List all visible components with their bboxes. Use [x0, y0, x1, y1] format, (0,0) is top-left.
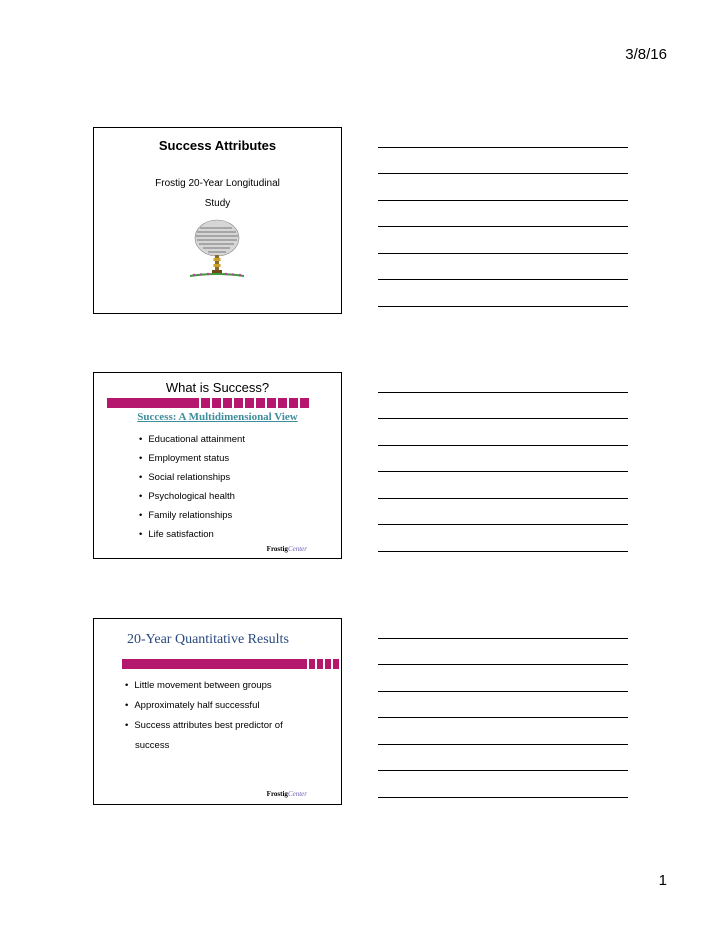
note-line — [378, 691, 628, 692]
note-line — [378, 717, 628, 718]
logo-bold-text: Frostig — [266, 545, 288, 553]
note-line — [378, 392, 628, 393]
bullet-list — [125, 679, 283, 759]
accent-square — [267, 398, 276, 408]
slide-subtitle-line-1: Frostig 20-Year Longitudinal — [155, 178, 280, 189]
accent-square — [278, 398, 287, 408]
bullet-item: • Employment status — [139, 452, 245, 471]
note-line — [378, 418, 628, 419]
note-line — [378, 744, 628, 745]
note-line — [378, 306, 628, 307]
bullet-item: • Psychological health — [139, 490, 245, 509]
frostig-center-logo — [267, 545, 307, 553]
accent-square — [245, 398, 254, 408]
accent-square — [256, 398, 265, 408]
bullet-item: • Family relationships — [139, 509, 245, 528]
bullet-list — [139, 433, 245, 547]
slide-heading: Success: A Multidimensional View — [137, 411, 298, 423]
accent-band — [107, 398, 309, 408]
accent-square — [317, 659, 323, 669]
accent-square — [300, 398, 309, 408]
bullet-item: • Success attributes best predictor of — [125, 719, 283, 739]
note-line — [378, 524, 628, 525]
accent-square — [341, 659, 342, 669]
accent-square — [234, 398, 243, 408]
note-line — [378, 498, 628, 499]
bullet-item: • Educational attainment — [139, 433, 245, 452]
accent-square — [289, 398, 298, 408]
bullet-item: • Approximately half successful — [125, 699, 283, 719]
slide-thumbnail-3 — [93, 618, 342, 805]
accent-square — [212, 398, 221, 408]
note-line — [378, 551, 628, 552]
note-line — [378, 471, 628, 472]
slide-title: 20-Year Quantitative Results — [127, 632, 289, 647]
accent-square — [309, 659, 315, 669]
slide-title: Success Attributes — [158, 138, 277, 153]
note-line — [378, 147, 628, 148]
note-line — [378, 173, 628, 174]
logo-italic-text: Center — [287, 790, 307, 798]
accent-square — [333, 659, 339, 669]
accent-bar — [107, 398, 199, 408]
bullet-item: • Social relationships — [139, 471, 245, 490]
bullet-continuation: success — [135, 740, 170, 751]
tree-of-words-icon — [186, 218, 248, 282]
page-number: 1 — [658, 872, 667, 889]
note-line — [378, 253, 628, 254]
note-line — [378, 664, 628, 665]
accent-bar — [122, 659, 307, 669]
frostig-center-logo — [267, 790, 307, 798]
note-line — [378, 200, 628, 201]
slide-title: What is Success? — [165, 380, 270, 395]
accent-square — [325, 659, 331, 669]
note-line — [378, 445, 628, 446]
logo-bold-text: Frostig — [266, 790, 288, 798]
note-line — [378, 797, 628, 798]
accent-square — [201, 398, 210, 408]
slide-subtitle-line-2: Study — [204, 198, 231, 209]
accent-band — [122, 659, 342, 669]
note-line — [378, 638, 628, 639]
logo-italic-text: Center — [287, 545, 307, 553]
bullet-item: • Life satisfaction — [139, 528, 245, 547]
slide-thumbnail-1 — [93, 127, 342, 314]
note-line — [378, 226, 628, 227]
note-line — [378, 770, 628, 771]
accent-square — [223, 398, 232, 408]
bullet-item: • Little movement between groups — [125, 679, 283, 699]
print-date: 3/8/16 — [625, 46, 667, 63]
slide-thumbnail-2 — [93, 372, 342, 559]
note-line — [378, 279, 628, 280]
